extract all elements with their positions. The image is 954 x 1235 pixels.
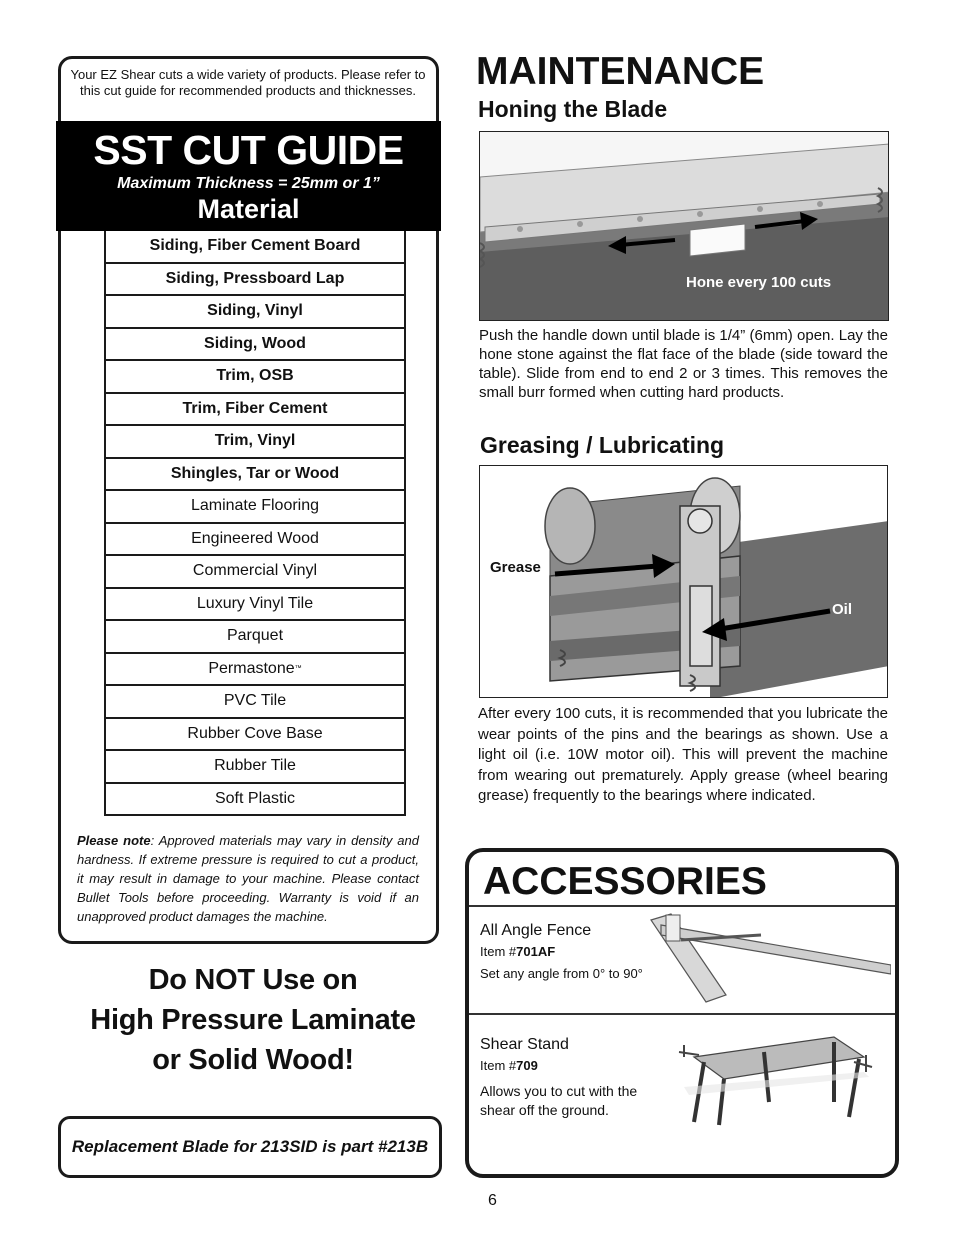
oil-label: Oil bbox=[832, 601, 853, 618]
accessory-item-number bbox=[480, 944, 555, 959]
item-prefix: Item # bbox=[480, 944, 517, 959]
trademark-symbol: ™ bbox=[294, 665, 302, 673]
greasing-title: Greasing / Lubricating bbox=[480, 432, 725, 458]
material-column-header: Material bbox=[197, 194, 300, 224]
accessories-title: ACCESSORIES bbox=[483, 860, 767, 903]
material-row bbox=[104, 719, 406, 752]
item-code: 701AF bbox=[516, 944, 556, 959]
hone-callout: Hone every 100 cuts bbox=[686, 274, 832, 291]
warning-line-3: or Solid Wood! bbox=[152, 1044, 354, 1076]
material-label: Rubber Tile bbox=[214, 757, 296, 775]
page-number: 6 bbox=[488, 1192, 497, 1209]
maintenance-title: MAINTENANCE bbox=[476, 50, 765, 93]
accessory-item-number bbox=[480, 1058, 538, 1073]
material-table bbox=[104, 231, 406, 816]
accessories-divider-top bbox=[469, 905, 895, 907]
honing-text: Push the handle down until blade is 1/4” (6mm) open. Lay the hone stone against the flat face of the blade (side toward the table). Slide from end to end 2 or 3 times. This removes the small burr formed when cutting hard products. bbox=[479, 327, 888, 401]
material-label: PVC Tile bbox=[223, 692, 287, 710]
material-row bbox=[104, 784, 406, 817]
material-row bbox=[104, 231, 406, 264]
shear-stand-image bbox=[674, 1017, 874, 1127]
cut-guide-title: SST CUT GUIDE bbox=[93, 127, 404, 173]
material-row bbox=[104, 264, 406, 297]
material-label: Siding, Vinyl bbox=[207, 302, 303, 320]
material-label: Permastone bbox=[208, 659, 295, 677]
accessories-panel bbox=[465, 848, 899, 1178]
material-row bbox=[104, 589, 406, 622]
cut-guide-subtitle: Maximum Thickness = 25mm or 1” bbox=[117, 175, 380, 192]
honing-blade-image bbox=[480, 132, 889, 321]
cut-guide-note bbox=[77, 831, 419, 926]
material-label: Shingles, Tar or Wood bbox=[170, 464, 340, 482]
material-row bbox=[104, 491, 406, 524]
material-row bbox=[104, 394, 406, 427]
accessory-name: Shear Stand bbox=[480, 1036, 569, 1053]
material-row bbox=[104, 426, 406, 459]
warning-line-2: High Pressure Laminate bbox=[90, 1004, 416, 1036]
accessory-description: Set any angle from 0° to 90° bbox=[480, 966, 643, 981]
cut-guide-intro: Your EZ Shear cuts a wide variety of products. Please refer to this cut guide for recommended products and thicknesses. bbox=[70, 67, 426, 98]
replacement-blade-box bbox=[58, 1116, 442, 1178]
warning-line-1: Do NOT Use on bbox=[148, 964, 358, 996]
material-row bbox=[104, 524, 406, 557]
material-row bbox=[104, 654, 406, 687]
greasing-text: After every 100 cuts, it is recommended that you lubricate the wear points of the pins and the bearings as shown. Use a light oil (i.e. 10W motor oil). This will prevent the machine from wearing out prematurely. Apply grease (wheel bearing grease) frequently to the bearings where indicated. bbox=[478, 705, 888, 804]
material-label: Laminate Flooring bbox=[190, 497, 320, 515]
material-label: Siding, Wood bbox=[204, 334, 306, 352]
material-label: Engineered Wood bbox=[191, 529, 319, 547]
accessory-description: Allows you to cut with the shear off the ground. bbox=[480, 1083, 638, 1118]
material-label: Siding, Pressboard Lap bbox=[165, 269, 345, 287]
material-label: Rubber Cove Base bbox=[187, 724, 323, 742]
greasing-machine-image bbox=[480, 466, 888, 698]
note-lead: Please note bbox=[77, 833, 151, 848]
accessory-name: All Angle Fence bbox=[480, 922, 592, 939]
angle-fence-image bbox=[641, 910, 891, 1005]
material-row bbox=[104, 361, 406, 394]
greasing-illustration bbox=[479, 465, 888, 698]
material-label: Commercial Vinyl bbox=[192, 562, 318, 580]
material-label: Trim, OSB bbox=[216, 367, 294, 385]
material-row bbox=[104, 296, 406, 329]
warning-text bbox=[58, 960, 448, 1080]
material-row bbox=[104, 556, 406, 589]
material-row bbox=[104, 751, 406, 784]
item-code: 709 bbox=[516, 1058, 538, 1073]
accessories-divider-middle bbox=[469, 1013, 895, 1015]
material-label: Luxury Vinyl Tile bbox=[196, 594, 314, 612]
grease-label: Grease bbox=[490, 559, 541, 576]
honing-title: Honing the Blade bbox=[478, 96, 668, 122]
cut-guide-header bbox=[56, 121, 441, 231]
material-label: Trim, Vinyl bbox=[214, 432, 296, 450]
item-prefix: Item # bbox=[480, 1058, 517, 1073]
material-label: Soft Plastic bbox=[214, 789, 296, 807]
material-row bbox=[104, 686, 406, 719]
material-label: Trim, Fiber Cement bbox=[182, 399, 328, 417]
note-body: : Approved materials may vary in density and hardness. If extreme pressure is required to cut a product, it may result in damage to your machine. Please contact Bullet Tools before proceeding. Warranty is void if an unapproved product damages the machine. bbox=[77, 833, 419, 924]
material-label: Parquet bbox=[226, 627, 284, 645]
material-row bbox=[104, 329, 406, 362]
material-row bbox=[104, 621, 406, 654]
replacement-blade-text: Replacement Blade for 213SID is part #213B bbox=[71, 1137, 429, 1156]
material-row bbox=[104, 459, 406, 492]
material-label: Siding, Fiber Cement Board bbox=[149, 237, 361, 255]
honing-illustration bbox=[479, 131, 889, 321]
